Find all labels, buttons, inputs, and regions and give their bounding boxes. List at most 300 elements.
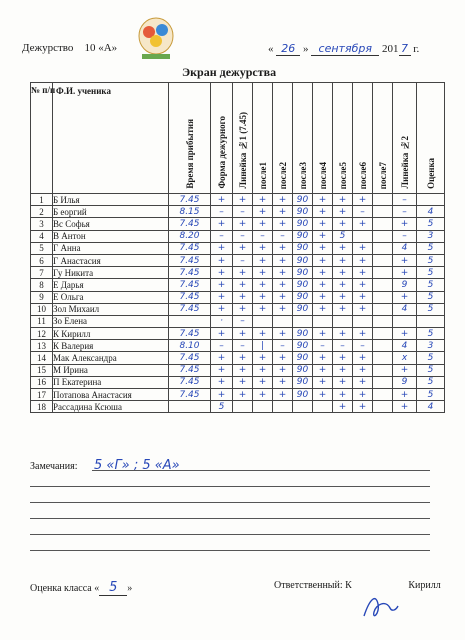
remarks-line [30, 502, 430, 503]
row-number: 13 [31, 340, 53, 352]
cell-l1: – [233, 206, 253, 218]
remarks-text: 5 «Г» ; 5 «А» [94, 458, 180, 473]
cell-time: 7.45 [169, 303, 211, 315]
cell-u: – [211, 206, 233, 218]
student-name: Рассадина Ксюша [53, 401, 169, 413]
cell-g [373, 340, 393, 352]
cell-gr [417, 315, 445, 327]
cell-g [373, 254, 393, 266]
cell-gr: 5 [417, 328, 445, 340]
cell-g [373, 303, 393, 315]
col-p1-header: после1 [253, 83, 273, 194]
cell-d: + [313, 389, 333, 401]
row-number: 17 [31, 389, 53, 401]
cell-a: + [253, 389, 273, 401]
cell-a: + [253, 254, 273, 266]
cell-a: + [253, 206, 273, 218]
cell-a [253, 401, 273, 413]
cell-l1: – [233, 254, 253, 266]
col-num-header: № п/п [31, 83, 53, 194]
cell-b: + [273, 291, 293, 303]
student-name: К Кирилл [53, 328, 169, 340]
cell-e: + [333, 206, 353, 218]
class-grade [30, 580, 132, 596]
cell-c: 90 [293, 230, 313, 242]
student-name: М Ирина [53, 364, 169, 376]
cell-g [373, 242, 393, 254]
cell-l1: + [233, 242, 253, 254]
date-day: 26 [276, 42, 300, 56]
cell-d [313, 401, 333, 413]
cell-c: 90 [293, 206, 313, 218]
cell-l2: + [393, 254, 417, 266]
row-number: 11 [31, 315, 53, 327]
cell-u: + [211, 303, 233, 315]
table-row [31, 401, 445, 413]
cell-e: + [333, 218, 353, 230]
cell-f: – [353, 340, 373, 352]
cell-b: + [273, 376, 293, 388]
cell-g [373, 230, 393, 242]
cell-f [353, 230, 373, 242]
responsible-name: Кирилл [408, 580, 441, 591]
cell-d: + [313, 206, 333, 218]
cell-g [373, 267, 393, 279]
col-p6-header: после6 [353, 83, 373, 194]
cell-l1: – [233, 315, 253, 327]
cell-e: 5 [333, 230, 353, 242]
col-line1-header: Линейка №1 (7.45) [233, 83, 253, 194]
cell-g [373, 315, 393, 327]
cell-a: + [253, 267, 273, 279]
cell-d: + [313, 303, 333, 315]
date-year-digit: 7 [399, 42, 411, 56]
cell-l2: + [393, 218, 417, 230]
cell-a: + [253, 303, 273, 315]
cell-f [353, 315, 373, 327]
cell-time: 7.45 [169, 218, 211, 230]
cell-l1: + [233, 389, 253, 401]
cell-d: + [313, 279, 333, 291]
cell-gr: 5 [417, 364, 445, 376]
cell-l2: x [393, 352, 417, 364]
cell-c: 90 [293, 364, 313, 376]
cell-l2: 4 [393, 242, 417, 254]
cell-time: 8.20 [169, 230, 211, 242]
cell-gr: 4 [417, 206, 445, 218]
cell-u: + [211, 376, 233, 388]
cell-b: + [273, 389, 293, 401]
table-row [31, 291, 445, 303]
signature-icon [360, 590, 400, 622]
cell-d: – [313, 340, 333, 352]
cell-l1 [233, 401, 253, 413]
cell-gr: 5 [417, 376, 445, 388]
cell-e: + [333, 328, 353, 340]
row-number: 16 [31, 376, 53, 388]
cell-time: 7.45 [169, 242, 211, 254]
cell-f: + [353, 291, 373, 303]
cell-e: + [333, 401, 353, 413]
cell-c: 90 [293, 242, 313, 254]
cell-e: + [333, 194, 353, 206]
row-number: 15 [31, 364, 53, 376]
cell-l2: – [393, 194, 417, 206]
date-year-suffix: г. [410, 43, 420, 55]
cell-time: 8.15 [169, 206, 211, 218]
student-name: Б Илья [53, 194, 169, 206]
cell-gr: 5 [417, 267, 445, 279]
cell-u: 5 [211, 401, 233, 413]
cell-g [373, 364, 393, 376]
cell-b: + [273, 328, 293, 340]
col-uniform-header: Форма дежурного [211, 83, 233, 194]
cell-g [373, 218, 393, 230]
table-row [31, 389, 445, 401]
cell-d: + [313, 364, 333, 376]
cell-gr: 5 [417, 279, 445, 291]
cell-l2: + [393, 389, 417, 401]
cell-a: + [253, 364, 273, 376]
cell-time: 7.45 [169, 254, 211, 266]
cell-gr [417, 194, 445, 206]
cell-e: + [333, 267, 353, 279]
grade-label-close: » [127, 583, 133, 594]
cell-u: · [211, 315, 233, 327]
cell-l2: 9 [393, 376, 417, 388]
cell-l2: 4 [393, 303, 417, 315]
cell-f: + [353, 328, 373, 340]
cell-time: 7.45 [169, 389, 211, 401]
cell-e: + [333, 389, 353, 401]
cell-l1: + [233, 291, 253, 303]
cell-d: + [313, 242, 333, 254]
cell-l2: 9 [393, 279, 417, 291]
cell-g [373, 194, 393, 206]
cell-u: + [211, 279, 233, 291]
table-row [31, 315, 445, 327]
table-row [31, 242, 445, 254]
cell-gr: 5 [417, 303, 445, 315]
grade-label-open: Оценка класса « [30, 583, 100, 594]
cell-c: 90 [293, 352, 313, 364]
cell-u: + [211, 254, 233, 266]
cell-u: – [211, 230, 233, 242]
remarks-line [92, 470, 430, 471]
student-name: Б еоргий [53, 206, 169, 218]
cell-gr: 3 [417, 340, 445, 352]
cell-b [273, 401, 293, 413]
student-name: Е Ольга [53, 291, 169, 303]
table-row [31, 279, 445, 291]
col-line2-header: Линейка №2 [393, 83, 417, 194]
col-arrival-header: Время прибытия [169, 83, 211, 194]
cell-time: 8.10 [169, 340, 211, 352]
cell-c: 90 [293, 218, 313, 230]
cell-e [333, 315, 353, 327]
cell-a: + [253, 376, 273, 388]
student-name: Вс Софья [53, 218, 169, 230]
cell-c [293, 315, 313, 327]
table-row [31, 206, 445, 218]
cell-time: 7.45 [169, 376, 211, 388]
date-open-quote: « [268, 43, 274, 55]
cell-a: + [253, 242, 273, 254]
row-number: 2 [31, 206, 53, 218]
cell-c: 90 [293, 328, 313, 340]
student-name: К Валерия [53, 340, 169, 352]
col-p2-header: после2 [273, 83, 293, 194]
cell-time: 7.45 [169, 352, 211, 364]
cell-a: + [253, 194, 273, 206]
cell-u: – [211, 340, 233, 352]
row-number: 1 [31, 194, 53, 206]
cell-gr: 5 [417, 291, 445, 303]
row-number: 12 [31, 328, 53, 340]
cell-u: + [211, 389, 233, 401]
cell-l1: + [233, 376, 253, 388]
col-grade-header: Оценка [417, 83, 445, 194]
cell-b: + [273, 218, 293, 230]
cell-l2: 4 [393, 340, 417, 352]
cell-gr: 3 [417, 230, 445, 242]
cell-time [169, 401, 211, 413]
remarks-line [30, 534, 430, 535]
table-row [31, 218, 445, 230]
responsible [274, 580, 441, 591]
cell-time [169, 315, 211, 327]
cell-b: + [273, 194, 293, 206]
cell-f: + [353, 194, 373, 206]
cell-b: + [273, 279, 293, 291]
cell-f: + [353, 376, 373, 388]
cell-e: + [333, 364, 353, 376]
cell-u: + [211, 267, 233, 279]
cell-f: + [353, 254, 373, 266]
student-name: Мак Александра [53, 352, 169, 364]
cell-g [373, 291, 393, 303]
duty-label: Дежурство [22, 42, 74, 54]
cell-f: + [353, 267, 373, 279]
cell-gr: 4 [417, 401, 445, 413]
col-p5-header: после5 [333, 83, 353, 194]
cell-d: + [313, 230, 333, 242]
student-name: Г Анастасия [53, 254, 169, 266]
cell-d: + [313, 254, 333, 266]
table-row [31, 328, 445, 340]
cell-l1: + [233, 194, 253, 206]
cell-time: 7.45 [169, 364, 211, 376]
cell-time: 7.45 [169, 267, 211, 279]
cell-c: 90 [293, 376, 313, 388]
cell-b: + [273, 254, 293, 266]
cell-l2: – [393, 206, 417, 218]
cell-d [313, 315, 333, 327]
cell-a [253, 315, 273, 327]
cell-c: 90 [293, 267, 313, 279]
table-row [31, 194, 445, 206]
cell-b: + [273, 206, 293, 218]
student-name: Г Анна [53, 242, 169, 254]
student-name: Зол Михаил [53, 303, 169, 315]
remarks-line [30, 518, 430, 519]
row-number: 7 [31, 267, 53, 279]
duty-header [22, 42, 117, 54]
cell-b: + [273, 303, 293, 315]
cell-gr: 5 [417, 242, 445, 254]
cell-f: + [353, 364, 373, 376]
cell-e: + [333, 254, 353, 266]
table-row [31, 376, 445, 388]
cell-a: + [253, 279, 273, 291]
table-row [31, 267, 445, 279]
table-row [31, 340, 445, 352]
table-row [31, 303, 445, 315]
cell-f: + [353, 303, 373, 315]
cell-g [373, 352, 393, 364]
cell-l1: + [233, 303, 253, 315]
cell-l2: + [393, 291, 417, 303]
cell-l2: + [393, 401, 417, 413]
cell-time: 7.45 [169, 291, 211, 303]
duty-table [30, 82, 445, 413]
cell-l1: + [233, 279, 253, 291]
table-row [31, 364, 445, 376]
row-number: 18 [31, 401, 53, 413]
cell-c: 90 [293, 279, 313, 291]
cell-time: 7.45 [169, 328, 211, 340]
col-p4-header: после4 [313, 83, 333, 194]
row-number: 5 [31, 242, 53, 254]
cell-l1: + [233, 267, 253, 279]
grade-value: 5 [99, 580, 127, 596]
row-number: 6 [31, 254, 53, 266]
cell-e: + [333, 279, 353, 291]
cell-l1: – [233, 230, 253, 242]
cell-a: | [253, 340, 273, 352]
table-row [31, 230, 445, 242]
cell-b: – [273, 230, 293, 242]
cell-c [293, 401, 313, 413]
student-name: В Антон [53, 230, 169, 242]
cell-a: + [253, 218, 273, 230]
cell-d: + [313, 328, 333, 340]
responsible-label: Ответственный: К [274, 580, 352, 591]
cell-u: + [211, 364, 233, 376]
cell-u: + [211, 291, 233, 303]
table-row [31, 254, 445, 266]
cell-d: + [313, 218, 333, 230]
cell-c: 90 [293, 291, 313, 303]
cell-u: + [211, 194, 233, 206]
cell-f: + [353, 401, 373, 413]
cell-e: + [333, 291, 353, 303]
cell-c: 90 [293, 194, 313, 206]
date-month: сентября [311, 42, 379, 56]
cell-u: + [211, 352, 233, 364]
col-name-header: Ф.И. ученика [53, 83, 169, 194]
cell-l1: + [233, 218, 253, 230]
cell-g [373, 206, 393, 218]
student-name: Е Дарья [53, 279, 169, 291]
school-logo-icon [136, 14, 176, 62]
table-row [31, 352, 445, 364]
student-name: П Екатерина [53, 376, 169, 388]
cell-d: + [313, 291, 333, 303]
cell-l1: + [233, 352, 253, 364]
cell-e: + [333, 352, 353, 364]
remarks-line [30, 486, 430, 487]
cell-l2 [393, 315, 417, 327]
cell-a: + [253, 291, 273, 303]
cell-b [273, 315, 293, 327]
cell-e: – [333, 340, 353, 352]
cell-gr: 5 [417, 352, 445, 364]
cell-c: 90 [293, 389, 313, 401]
cell-u: + [211, 218, 233, 230]
cell-l2: – [393, 230, 417, 242]
student-name: Потапова Анастасия [53, 389, 169, 401]
row-number: 14 [31, 352, 53, 364]
date-close-quote: » [303, 43, 309, 55]
student-name: Зо Елена [53, 315, 169, 327]
col-p3-header: после3 [293, 83, 313, 194]
cell-a: + [253, 352, 273, 364]
cell-l2: + [393, 328, 417, 340]
remarks-label: Замечания: [30, 461, 78, 472]
cell-l2: + [393, 267, 417, 279]
cell-l2: + [393, 364, 417, 376]
row-number: 4 [31, 230, 53, 242]
cell-d: + [313, 376, 333, 388]
cell-f: + [353, 389, 373, 401]
cell-b: – [273, 340, 293, 352]
cell-u: + [211, 328, 233, 340]
cell-b: + [273, 242, 293, 254]
cell-g [373, 376, 393, 388]
cell-gr: 5 [417, 218, 445, 230]
cell-g [373, 279, 393, 291]
page-title: Экран дежурства [182, 65, 277, 79]
cell-time: 7.45 [169, 194, 211, 206]
cell-c: 90 [293, 303, 313, 315]
cell-l1: + [233, 328, 253, 340]
row-number: 10 [31, 303, 53, 315]
cell-d: + [313, 352, 333, 364]
cell-f: + [353, 242, 373, 254]
cell-u: + [211, 242, 233, 254]
date-line [268, 42, 419, 56]
row-number: 9 [31, 291, 53, 303]
cell-g [373, 328, 393, 340]
row-number: 3 [31, 218, 53, 230]
cell-e: + [333, 303, 353, 315]
row-number: 8 [31, 279, 53, 291]
cell-d: + [313, 194, 333, 206]
cell-time: 7.45 [169, 279, 211, 291]
cell-e: + [333, 376, 353, 388]
table-header-row [31, 83, 445, 194]
cell-b: + [273, 352, 293, 364]
cell-e: + [333, 242, 353, 254]
cell-l1: – [233, 340, 253, 352]
cell-g [373, 389, 393, 401]
cell-a: – [253, 230, 273, 242]
class-label: 10 «А» [84, 42, 118, 54]
cell-gr: 5 [417, 254, 445, 266]
cell-d: + [313, 267, 333, 279]
cell-g [373, 401, 393, 413]
